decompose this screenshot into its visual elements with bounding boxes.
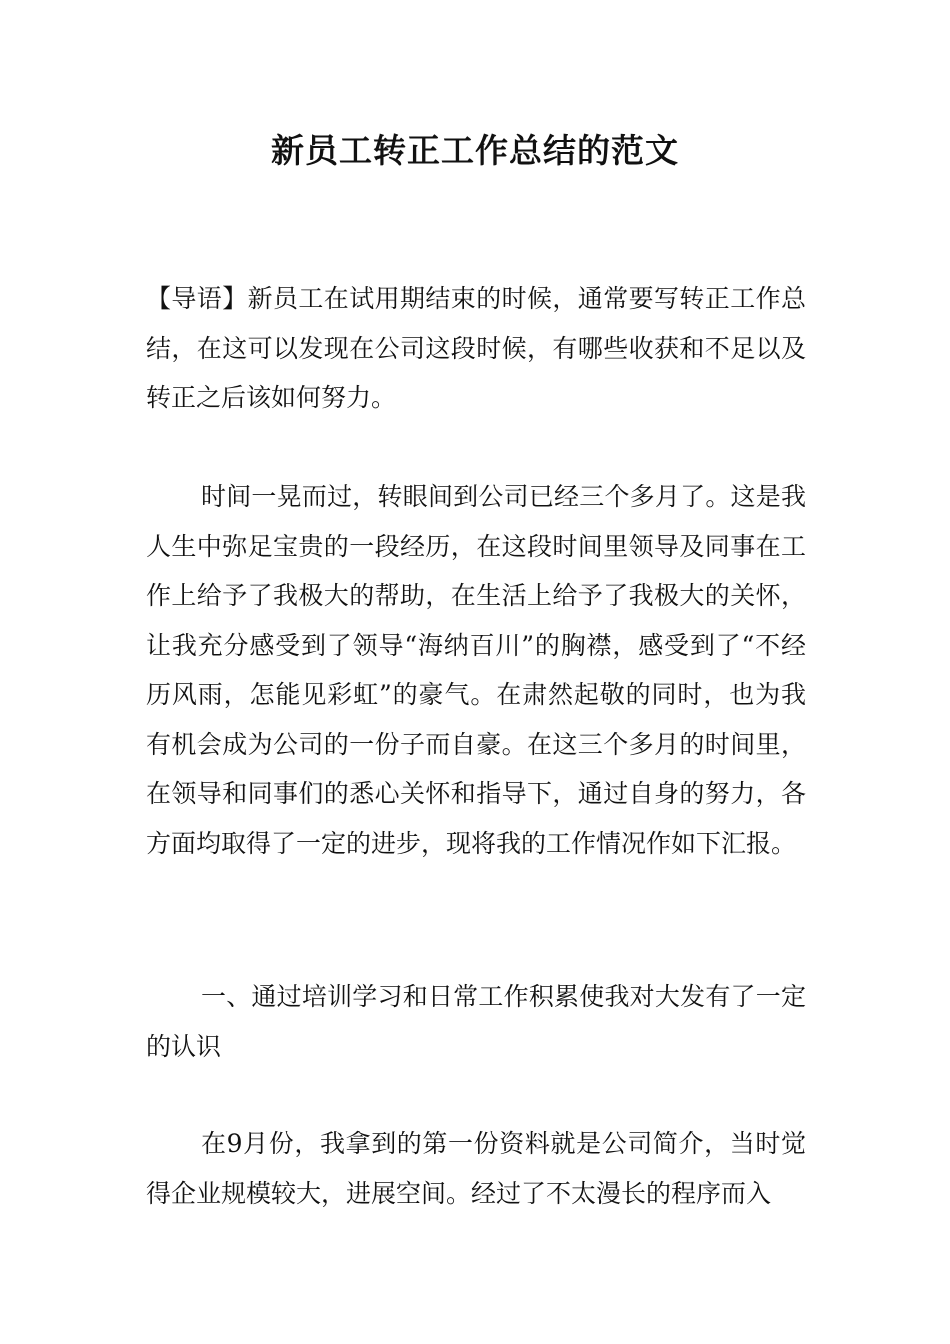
body-paragraph: 在9月份，我拿到的第一份资料就是公司简介，当时觉得企业规模较大，进展空间。经过了不太漫长的程序而入 — [146, 1129, 806, 1208]
body-paragraph: 时间一晃而过，转眼间到公司已经三个多月了。这是我人生中弥足宝贵的一段经历，在这段时间里领导及同事在工作上给予了我极大的帮助，在生活上给予了我极大的关怀，让我充分感受到了领导“海纳百川”的胸襟，感受到了“不经历风雨，怎能见彩虹”的豪气。在肃然起敬的同时，也为我有机会成为公司的一份子而自豪。在这三个多月的时间里，在领导和同事们的悉心关怀和指导下，通过自身的努力，各方面均取得了一定的进步，现将我的工作情况作如下汇报。 — [146, 482, 806, 858]
intro-paragraph: 【导语】新员工在试用期结束的时候，通常要写转正工作总结，在这可以发现在公司这段时候，有哪些收获和不足以及转正之后该如何努力。 — [146, 284, 806, 412]
section-heading: 一、通过培训学习和日常工作积累使我对大发有了一定的认识 — [146, 982, 806, 1061]
document-title: 新员工转正工作总结的范文 — [271, 131, 679, 170]
